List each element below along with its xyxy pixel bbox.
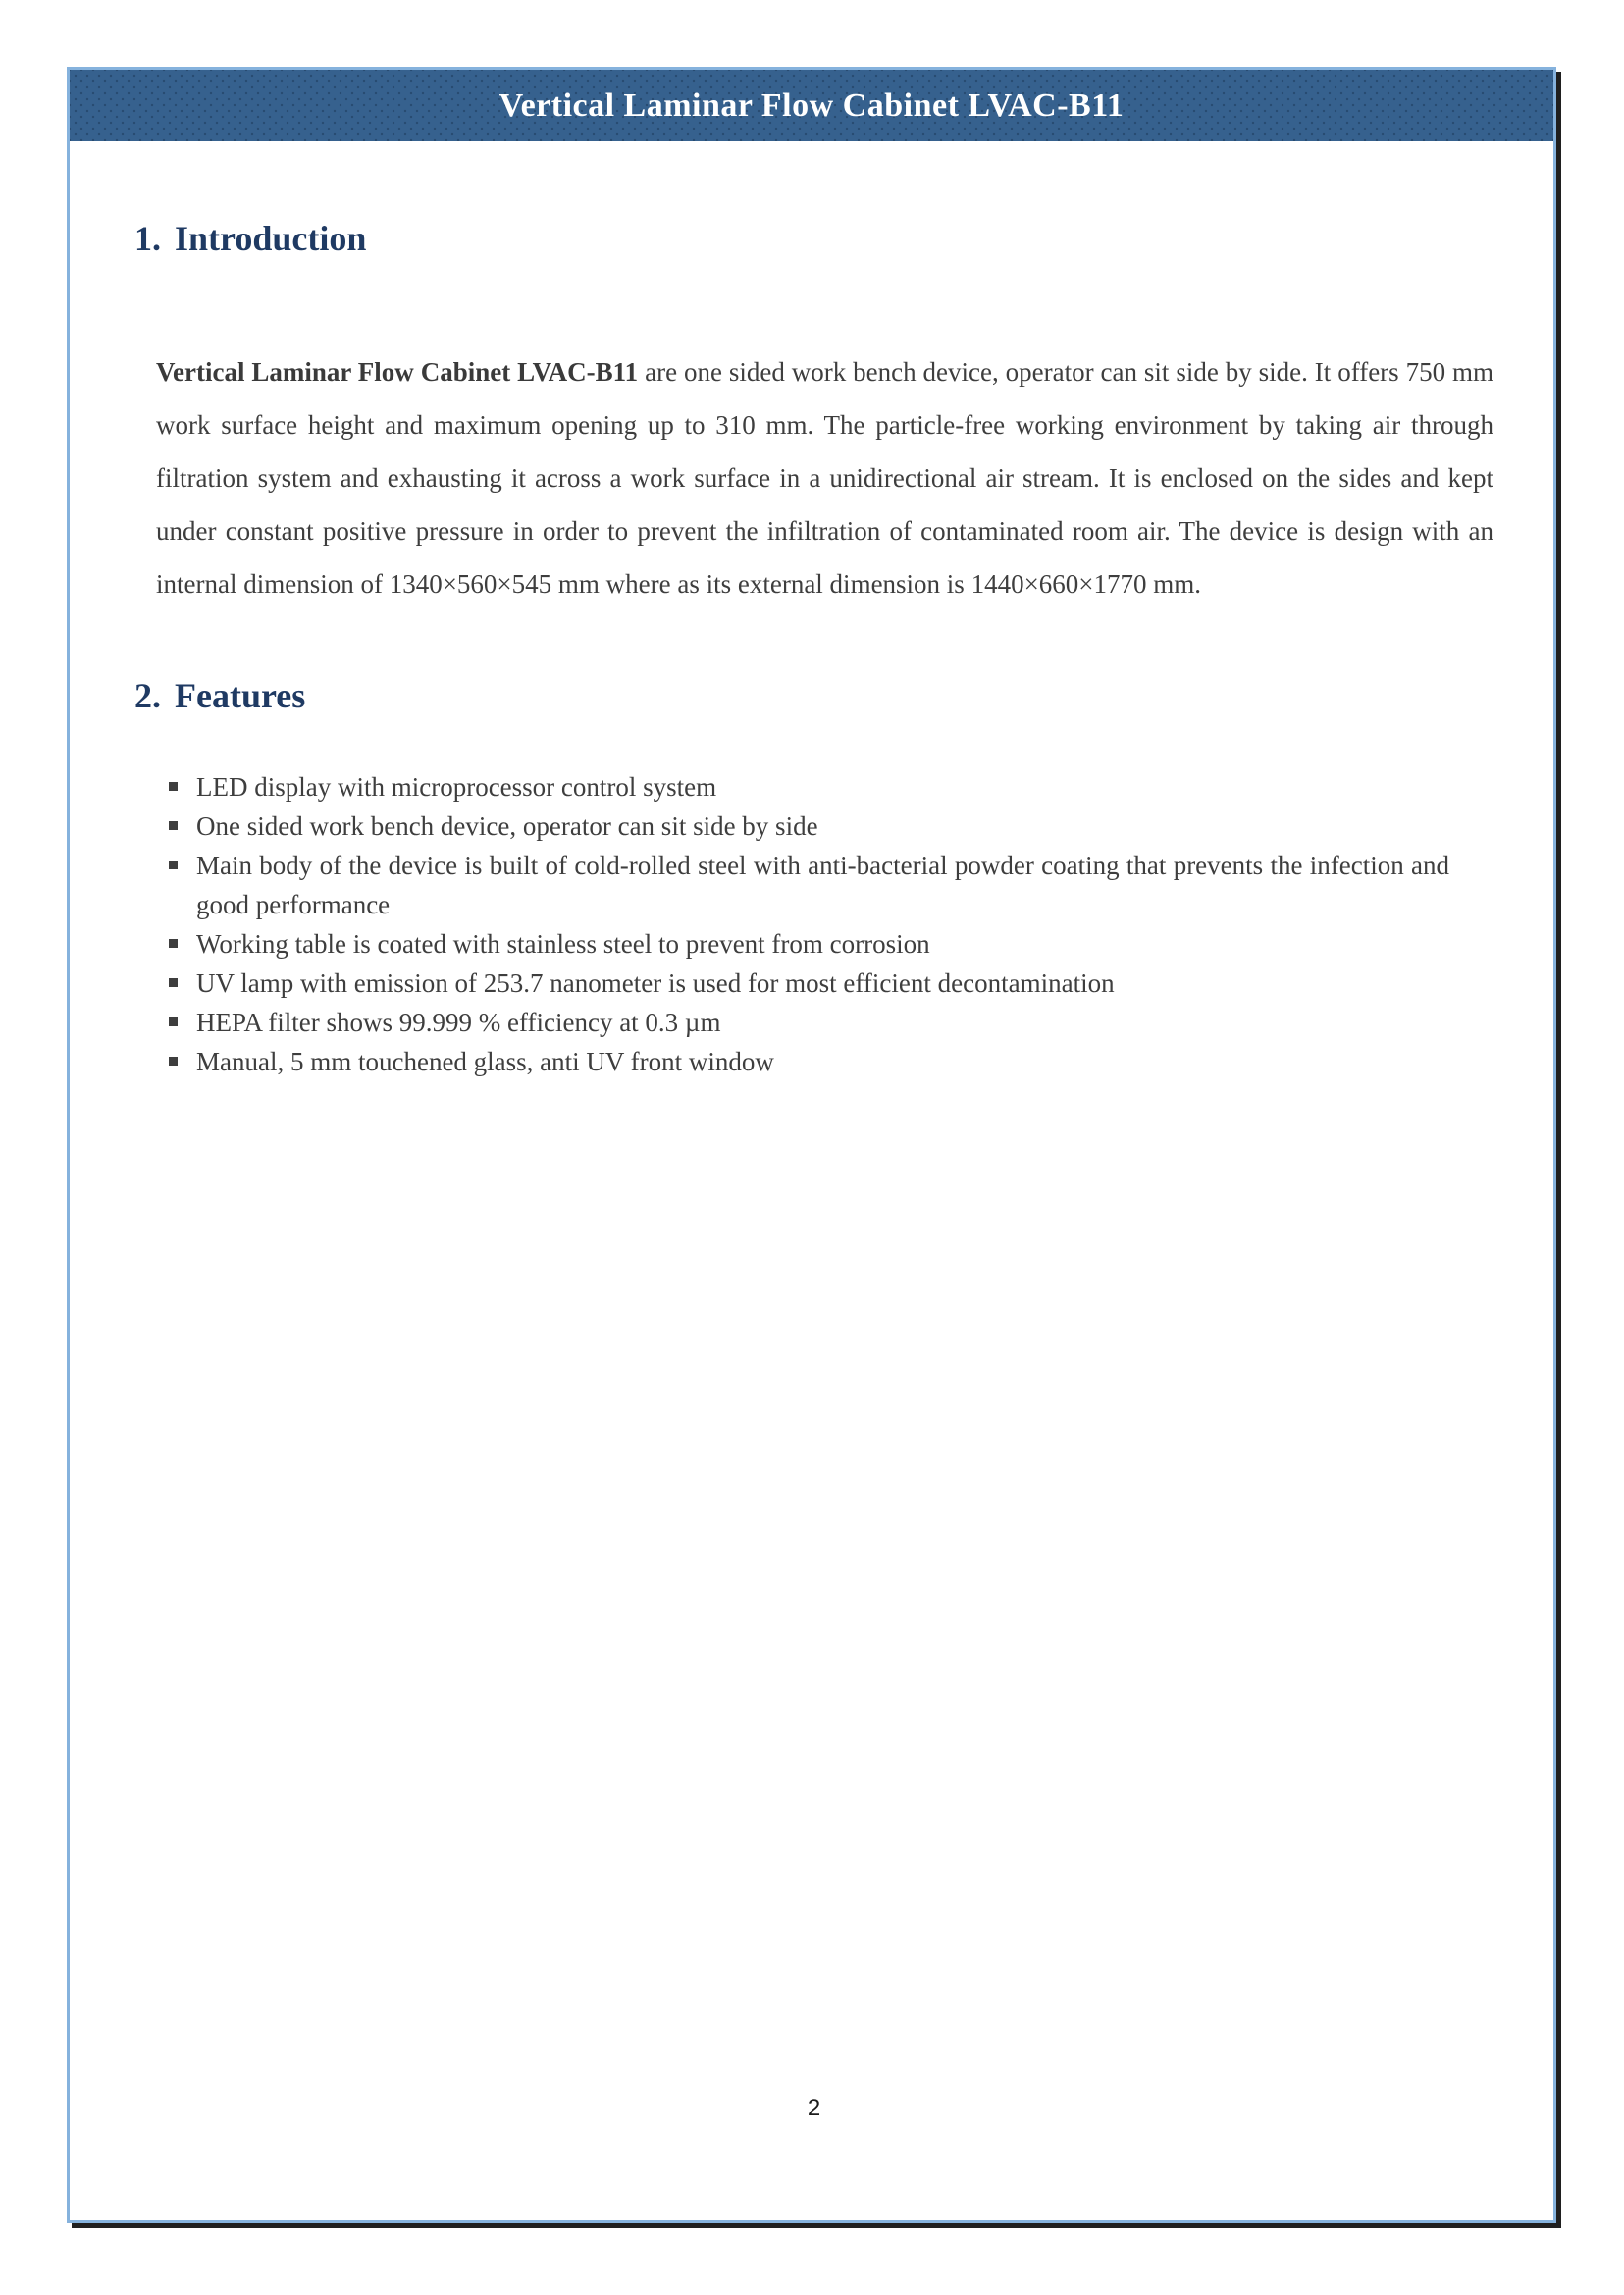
feature-item: [134, 924, 1449, 964]
feature-item-text: HEPA filter shows 99.999 % efficiency at 0.3 µm: [196, 1008, 721, 1037]
feature-item-text: One sided work bench device, operator can sit side by side: [196, 811, 818, 841]
feature-item-text: Working table is coated with stainless steel to prevent from corrosion: [196, 929, 930, 959]
section-label: Introduction: [175, 219, 367, 258]
feature-item-text: Manual, 5 mm touchened glass, anti UV front window: [196, 1047, 774, 1076]
bullet-square-icon: [169, 978, 178, 987]
document-title: Vertical Laminar Flow Cabinet LVAC-B11: [498, 87, 1125, 124]
feature-item: [134, 964, 1449, 1003]
feature-item-text: LED display with microprocessor control system: [196, 772, 717, 802]
document-header-bar: [70, 70, 1553, 141]
feature-item-text: Main body of the device is built of cold-rolled steel with anti-bacterial powder coating that prevents the infection and good performance: [196, 851, 1449, 919]
bullet-square-icon: [169, 1057, 178, 1066]
feature-item: [134, 846, 1449, 924]
feature-item: [134, 1042, 1449, 1081]
section-label: Features: [175, 676, 306, 715]
feature-item-text: UV lamp with emission of 253.7 nanometer is used for most efficient decontamination: [196, 968, 1115, 998]
feature-item: [134, 1003, 1449, 1042]
introduction-body-text: are one sided work bench device, operator can sit side by side. It offers 750 mm work surface height and maximum opening up to 310 mm. The particle-free working environment by taking air through filtration system and exhausting it across a work surface in a unidirectional air stream. It is enclosed on the sides and kept under constant positive pressure in order to prevent the infiltration of contaminated room air. The device is design with an internal dimension of 1340×560×545 mm where as its external dimension is 1440×660×1770 mm.: [156, 357, 1493, 599]
bullet-square-icon: [169, 782, 178, 791]
bullet-square-icon: [169, 939, 178, 948]
features-list: [134, 767, 1493, 1081]
bullet-square-icon: [169, 821, 178, 830]
document-page: [67, 67, 1556, 2223]
section-number: 2.: [134, 676, 161, 715]
section-heading-features: [134, 675, 1493, 716]
introduction-lead-bold: Vertical Laminar Flow Cabinet LVAC-B11: [156, 357, 639, 387]
page-number: 2: [807, 2095, 821, 2121]
introduction-paragraph: [156, 345, 1493, 610]
feature-item: [134, 807, 1449, 846]
bullet-square-icon: [169, 1017, 178, 1026]
bullet-square-icon: [169, 861, 178, 869]
section-heading-introduction: [134, 218, 1493, 259]
section-number: 1.: [134, 219, 161, 258]
page-content: [70, 141, 1553, 1081]
feature-item: [134, 767, 1449, 807]
